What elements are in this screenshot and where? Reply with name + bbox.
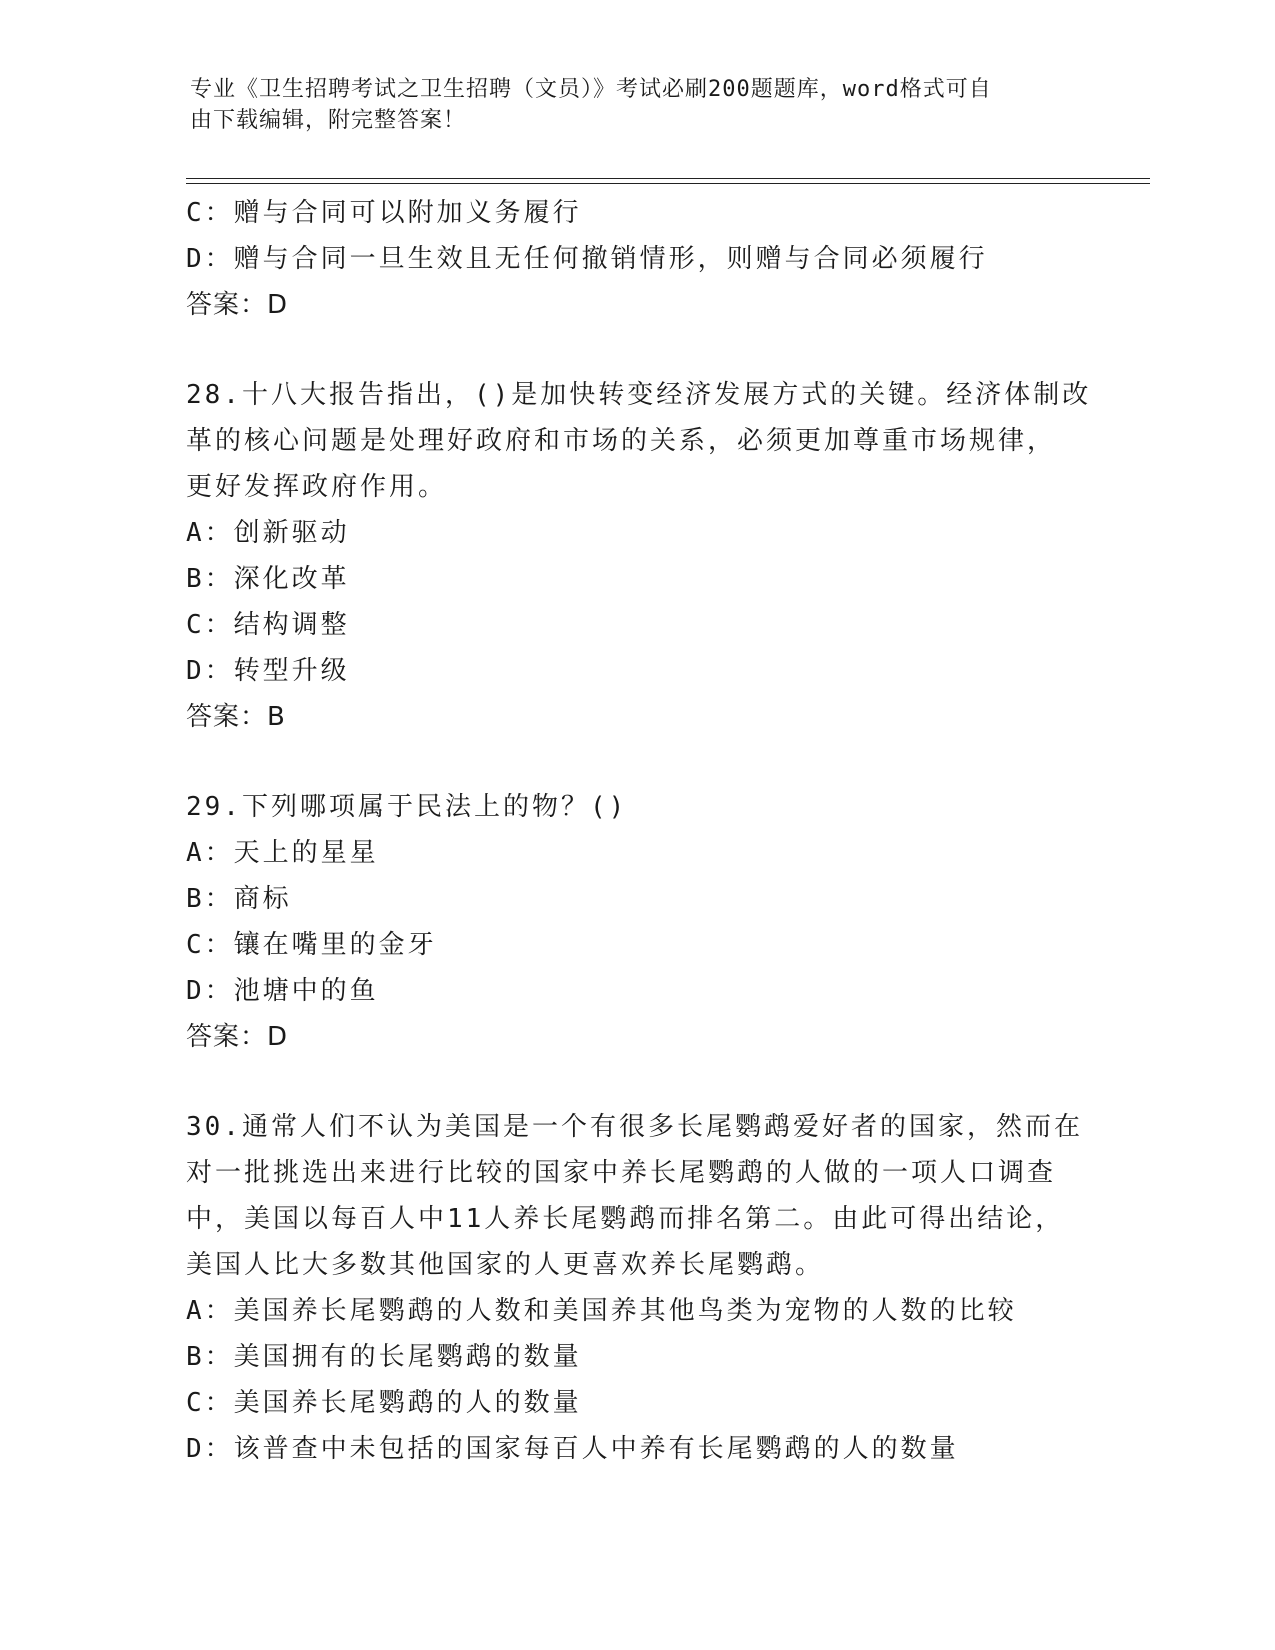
spacer — [186, 1060, 1086, 1104]
header-divider-top — [186, 178, 1150, 179]
header-line-2: 由下载编辑，附完整答案！ — [190, 108, 467, 133]
option-a: A：天上的星星 — [186, 838, 379, 868]
question-stem-line: 革的核心问题是处理好政府和市场的关系，必须更加尊重市场规律， — [186, 426, 1057, 456]
question-stem-line: 中，美国以每百人中11人养长尾鹦鹉而排名第二。由此可得出结论， — [186, 1204, 1065, 1234]
option-c: C：镶在嘴里的金牙 — [186, 930, 437, 960]
option-d: D：赠与合同一旦生效且无任何撤销情形，则赠与合同必须履行 — [186, 244, 988, 274]
option-b: B：美国拥有的长尾鹦鹉的数量 — [186, 1342, 582, 1372]
spacer — [186, 328, 1086, 372]
question-stem-line: 28.十八大报告指出，()是加快转变经济发展方式的关键。经济体制改 — [186, 380, 1092, 410]
answer-line: 答案：B — [186, 702, 286, 732]
question-stem-line: 美国人比大多数其他国家的人更喜欢养长尾鹦鹉。 — [186, 1250, 825, 1280]
question-30 — [186, 1104, 1086, 1472]
option-d: D：池塘中的鱼 — [186, 976, 379, 1006]
question-stem-line: 更好发挥政府作用。 — [186, 472, 448, 502]
question-stem-line: 对一批挑选出来进行比较的国家中养长尾鹦鹉的人做的一项人口调查 — [186, 1158, 1057, 1188]
answer-line: 答案：D — [186, 290, 289, 320]
option-d: D：转型升级 — [186, 656, 350, 686]
answer-line: 答案：D — [186, 1022, 289, 1052]
question-28 — [186, 372, 1092, 740]
option-c: C：结构调整 — [186, 610, 350, 640]
option-b: B：商标 — [186, 884, 292, 914]
option-a: A：美国养长尾鹦鹉的人数和美国养其他鸟类为宠物的人数的比较 — [186, 1296, 1017, 1326]
page-header — [190, 74, 1080, 136]
spacer — [186, 740, 1086, 784]
option-c: C：赠与合同可以附加义务履行 — [186, 198, 582, 228]
header-divider-bottom — [186, 183, 1150, 184]
question-content — [186, 190, 1092, 1472]
question-stem-line: 29.下列哪项属于民法上的物？() — [186, 792, 628, 822]
question-27-tail — [186, 190, 1086, 328]
option-d: D：该普查中未包括的国家每百人中养有长尾鹦鹉的人的数量 — [186, 1434, 959, 1464]
option-b: B：深化改革 — [186, 564, 350, 594]
question-stem-line: 30.通常人们不认为美国是一个有很多长尾鹦鹉爱好者的国家，然而在 — [186, 1112, 1083, 1142]
header-line-1: 专业《卫生招聘考试之卫生招聘（文员）》考试必刷200题题库，word格式可自 — [190, 77, 992, 102]
option-a: A：创新驱动 — [186, 518, 350, 548]
option-c: C：美国养长尾鹦鹉的人的数量 — [186, 1388, 582, 1418]
question-29 — [186, 784, 1086, 1060]
